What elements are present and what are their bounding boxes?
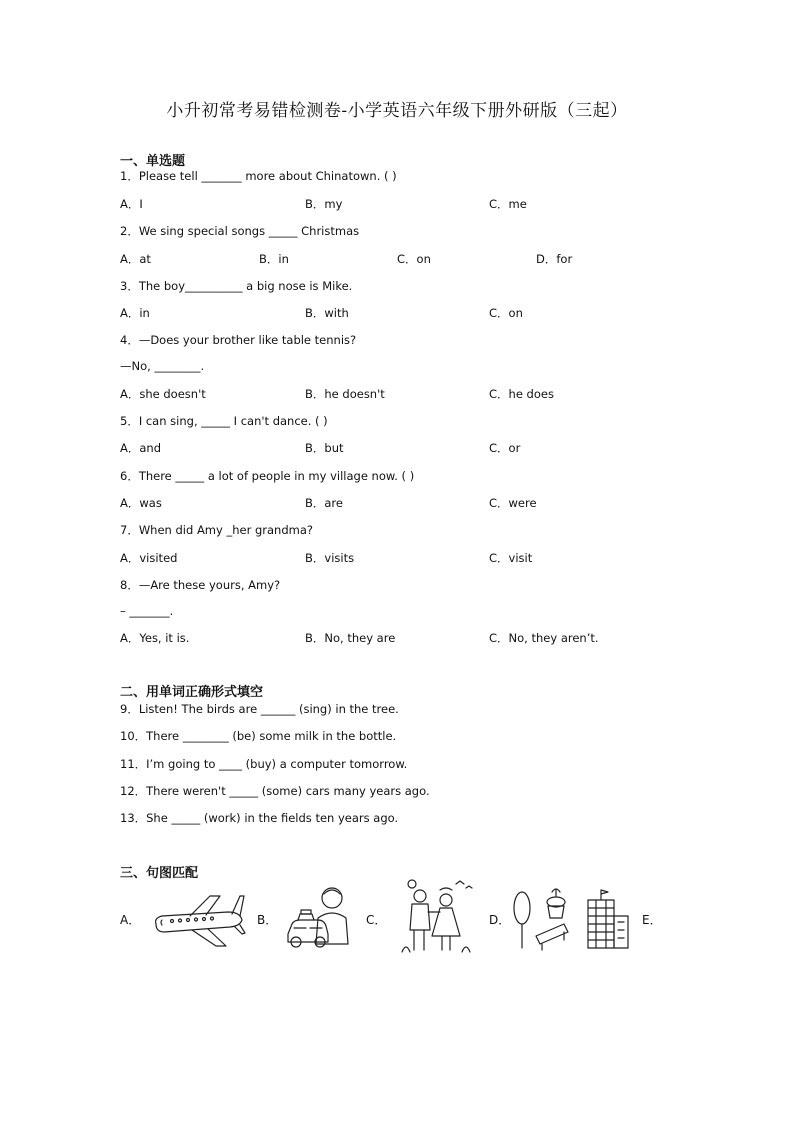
q3-option-c: C．on bbox=[489, 306, 523, 320]
fill-item-10: 10．There ________ (be) some milk in the bottle. bbox=[120, 729, 397, 743]
fill-item-11: 11．I’m going to ____ (buy) a computer tomorrow. bbox=[120, 757, 408, 771]
section-heading-1: 一、单选题 bbox=[120, 154, 186, 169]
q6-option-a: A．was bbox=[120, 496, 162, 510]
q4-option-c: C．he does bbox=[489, 387, 554, 401]
q5-option-c: C．or bbox=[489, 441, 521, 455]
question-8-stem-reply: – _______. bbox=[120, 604, 174, 618]
page-title: 小升初常考易错检测卷-小学英语六年级下册外研版（三起） bbox=[166, 101, 628, 121]
q3-option-a: A．in bbox=[120, 306, 150, 320]
q6-option-b: B．are bbox=[305, 496, 343, 510]
section-heading-3: 三、句图匹配 bbox=[120, 866, 199, 881]
family-walk-icon bbox=[398, 878, 478, 956]
q1-option-b: B．my bbox=[305, 197, 343, 211]
picture-label-b: B． bbox=[257, 913, 278, 927]
question-3-stem: 3．The boy__________ a big nose is Mike. bbox=[120, 279, 353, 293]
q3-option-b: B．with bbox=[305, 306, 349, 320]
q2-option-a: A．at bbox=[120, 252, 151, 266]
airplane-icon bbox=[150, 890, 246, 950]
q7-option-b: B．visits bbox=[305, 551, 355, 565]
section-heading-2: 二、用单词正确形式填空 bbox=[120, 685, 264, 700]
picture-label-a: A． bbox=[120, 913, 141, 927]
q2-option-d: D．for bbox=[536, 252, 573, 266]
picture-label-d: D． bbox=[489, 913, 511, 927]
park-icon bbox=[508, 886, 632, 952]
q5-option-b: B．but bbox=[305, 441, 344, 455]
picture-label-c: C． bbox=[366, 913, 387, 927]
fill-item-13: 13．She _____ (work) in the fields ten years ago. bbox=[120, 811, 399, 825]
q8-option-b: B．No, they are bbox=[305, 631, 396, 645]
q2-option-b: B．in bbox=[259, 252, 289, 266]
q8-option-a: A．Yes, it is. bbox=[120, 631, 190, 645]
question-5-stem: 5．I can sing, _____ I can't dance. ( ) bbox=[120, 414, 328, 428]
q7-option-c: C．visit bbox=[489, 551, 533, 565]
picture-label-e: E． bbox=[642, 913, 662, 927]
question-4-stem-reply: —No, ________. bbox=[120, 359, 205, 373]
question-7-stem: 7．When did Amy _her grandma? bbox=[120, 523, 313, 537]
q4-option-b: B．he doesn't bbox=[305, 387, 385, 401]
q8-option-c: C．No, they aren’t. bbox=[489, 631, 599, 645]
q4-option-a: A．she doesn't bbox=[120, 387, 206, 401]
fill-item-9: 9．Listen! The birds are ______ (sing) in the tree. bbox=[120, 702, 399, 716]
q2-option-c: C．on bbox=[397, 252, 431, 266]
q7-option-a: A．visited bbox=[120, 551, 178, 565]
fill-item-12: 12．There weren't _____ (some) cars many years ago. bbox=[120, 784, 430, 798]
question-6-stem: 6．There _____ a lot of people in my village now. ( ) bbox=[120, 469, 415, 483]
q6-option-c: C．were bbox=[489, 496, 537, 510]
question-8-stem: 8．—Are these yours, Amy? bbox=[120, 578, 281, 592]
question-4-stem: 4．—Does your brother like table tennis? bbox=[120, 333, 357, 347]
question-2-stem: 2．We sing special songs _____ Christmas bbox=[120, 224, 360, 238]
q5-option-a: A．and bbox=[120, 441, 162, 455]
q1-option-a: A．I bbox=[120, 197, 143, 211]
taxi-grandpa-icon bbox=[284, 884, 356, 952]
question-1-stem: 1．Please tell _______ more about Chinatown. ( ) bbox=[120, 169, 397, 183]
q1-option-c: C．me bbox=[489, 197, 527, 211]
